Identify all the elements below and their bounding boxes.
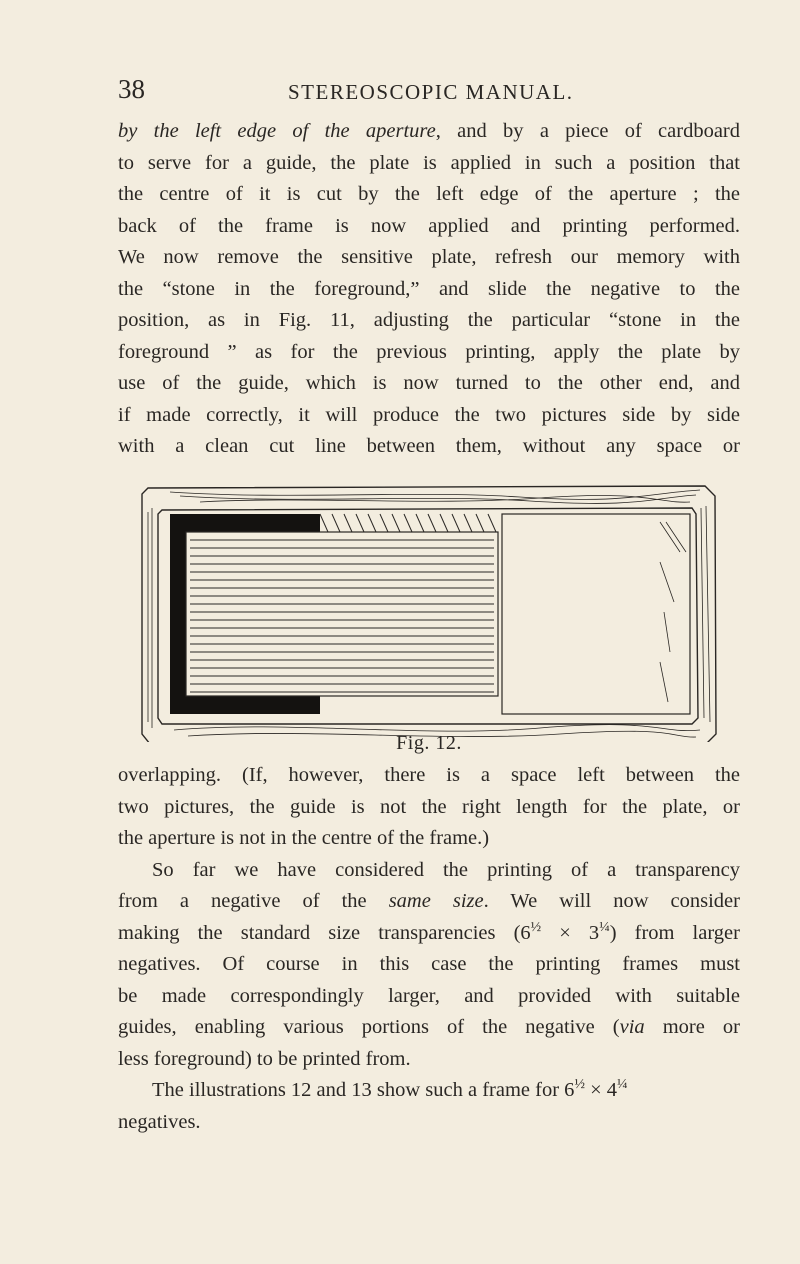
printing-frame-illustration <box>140 482 720 742</box>
page-number: 38 <box>118 74 145 104</box>
text-line: foreground ” as for the previous printing, apply the plate by <box>118 340 740 363</box>
text-line: to serve for a guide, the plate is applied in such a position that <box>118 151 740 174</box>
text-line: be made correspondingly larger, and provided with suitable <box>118 984 740 1007</box>
page-header <box>118 74 738 114</box>
text-line: with a clean cut line between them, without any space or <box>118 435 740 457</box>
figure-caption: Fig. 12. <box>396 732 462 754</box>
text-line: We now remove the sensitive plate, refresh our memory with <box>118 246 740 268</box>
italic-phrase: same size <box>388 890 484 912</box>
text-line: back of the frame is now applied and printing performed. <box>118 214 740 237</box>
text-line: the “stone in the foreground,” and slide the negative to the <box>118 277 740 300</box>
fraction: ½ <box>530 919 542 935</box>
text-line: from a negative of the same size. We will now consider <box>118 890 740 912</box>
text-line: making the standard size transparencies $(6^{\frac{1}{2}} \times 3^{\frac{1}{4}})$ from larger <box>118 919 740 944</box>
text-line: negatives. <box>118 1110 201 1133</box>
fraction: ½ <box>574 1077 585 1093</box>
text-line: guides, enabling various portions of the negative (via more or <box>118 1016 740 1038</box>
running-title: STEREOSCOPIC MANUAL. <box>288 80 574 104</box>
paragraph-1 <box>118 116 740 463</box>
text-line: overlapping. (If, however, there is a space left between the <box>118 764 740 786</box>
text-line: negatives. Of course in this case the printing frames must <box>118 953 740 975</box>
italic-phrase: by the left edge of the aperture <box>118 120 436 142</box>
text-line: if made correctly, it will produce the two pictures side by side <box>118 403 740 426</box>
fraction: ¼ <box>617 1077 628 1093</box>
text-line: position, as in Fig. 11, adjusting the particular “stone in the <box>118 309 740 331</box>
fraction: ¼ <box>599 919 610 935</box>
text-line: use of the guide, which is now turned to the other end, and <box>118 372 740 394</box>
text-line: the centre of it is cut by the left edge of the aperture ; the <box>118 183 740 205</box>
text-line: less foreground) to be printed from. <box>118 1047 411 1070</box>
text-line: So far we have considered the printing of a transparency <box>152 858 740 881</box>
text-line: two pictures, the guide is not the right length for the plate, or <box>118 795 740 818</box>
paragraph-2-to-4 <box>118 760 740 1138</box>
text-line: by the left edge of the aperture, and by a piece of cardboard <box>118 120 741 142</box>
italic-phrase: via <box>619 1016 645 1038</box>
text-line: The illustrations 12 and 13 show such a frame for $6^{\frac{1}{2}} \times 4^{\frac{1}{4}}$ <box>152 1077 628 1101</box>
text-line: the aperture is not in the centre of the frame.) <box>118 827 490 849</box>
